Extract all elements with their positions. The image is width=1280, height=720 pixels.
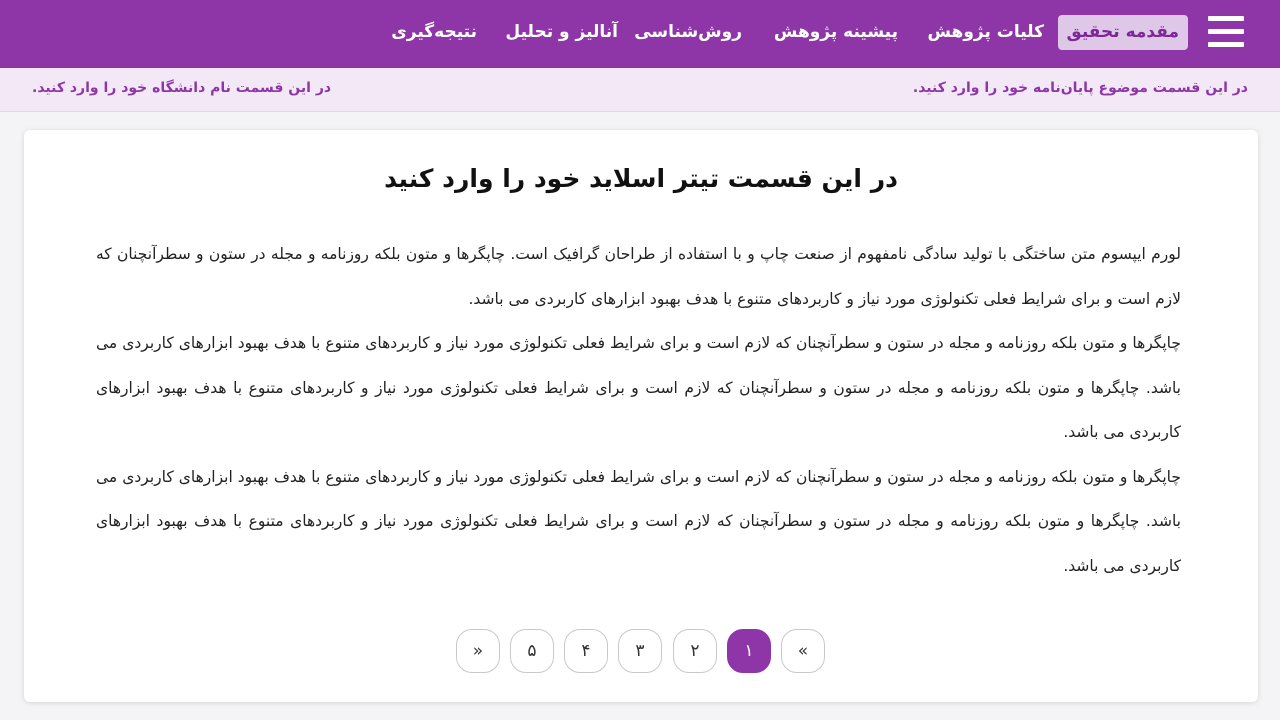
pagination-prev-button[interactable]: « (781, 629, 825, 673)
university-name-text: در این قسمت نام دانشگاه خود را وارد کنید. (32, 80, 332, 96)
slide-body (96, 232, 1181, 588)
nav-item-analysis[interactable]: آنالیز و تحلیل (505, 22, 618, 42)
hamburger-menu-icon[interactable] (1208, 14, 1244, 50)
nav-item-literature-review[interactable]: پیشینه پژوهش (773, 22, 898, 42)
nav-item-methodology[interactable]: روش‌شناسی (634, 22, 742, 42)
hamburger-line (1208, 42, 1244, 47)
body-paragraph: لورم ایپسوم متن ساختگی با تولید سادگی نامفهوم از صنعت چاپ و با استفاده از طراحان گرافیک است. چاپگرها و متون بلکه روزنامه و مجله در ستون و سطرآنچنان که لازم است و برای شرایط فعلی تکنولوژی مورد نیاز و کاربردهای متنوع با هدف بهبود ابزارهای کاربردی می باشد. (96, 245, 1181, 308)
pagination-page-3[interactable]: ۳ (618, 629, 662, 673)
nav-item-conclusion[interactable]: نتیجه‌گیری (391, 22, 477, 42)
pagination-page-1[interactable]: ۱ (727, 629, 771, 673)
slide-card (24, 130, 1258, 702)
nav-item-introduction[interactable]: مقدمه تحقیق (1058, 15, 1188, 50)
thesis-topic-text: در این قسمت موضوع پایان‌نامه خود را وارد کنید. (912, 80, 1248, 96)
pagination-next-button[interactable]: » (456, 629, 500, 673)
top-navigation-bar (0, 0, 1280, 68)
hamburger-line (1208, 29, 1244, 34)
body-paragraph: چاپگرها و متون بلکه روزنامه و مجله در ستون و سطرآنچنان که لازم است و برای شرایط فعلی تکنولوژی مورد نیاز و کاربردهای متنوع با هدف بهبود ابزارهای کاربردی می باشد. چاپگرها و متون بلکه روزنامه و مجله در ستون و سطرآنچنان که لازم است و برای شرایط فعلی تکنولوژی مورد نیاز و کاربردهای متنوع با هدف بهبود ابزارهای کاربردی می باشد. (96, 334, 1181, 441)
hamburger-line (1208, 16, 1244, 21)
pagination-page-4[interactable]: ۴ (564, 629, 608, 673)
pagination-page-5[interactable]: ۵ (510, 629, 554, 673)
pagination (454, 629, 826, 673)
nav-item-research-overview[interactable]: کلیات پژوهش (927, 22, 1044, 42)
slide-title: در این قسمت تیتر اسلاید خود را وارد کنید (384, 164, 898, 193)
body-paragraph: چاپگرها و متون بلکه روزنامه و مجله در ستون و سطرآنچنان که لازم است و برای شرایط فعلی تکنولوژی مورد نیاز و کاربردهای متنوع با هدف بهبود ابزارهای کاربردی می باشد. چاپگرها و متون بلکه روزنامه و مجله در ستون و سطرآنچنان که لازم است و برای شرایط فعلی تکنولوژی مورد نیاز و کاربردهای متنوع با هدف بهبود ابزارهای کاربردی می باشد. (96, 467, 1181, 575)
pagination-page-2[interactable]: ۲ (673, 629, 717, 673)
sub-header (0, 68, 1280, 112)
